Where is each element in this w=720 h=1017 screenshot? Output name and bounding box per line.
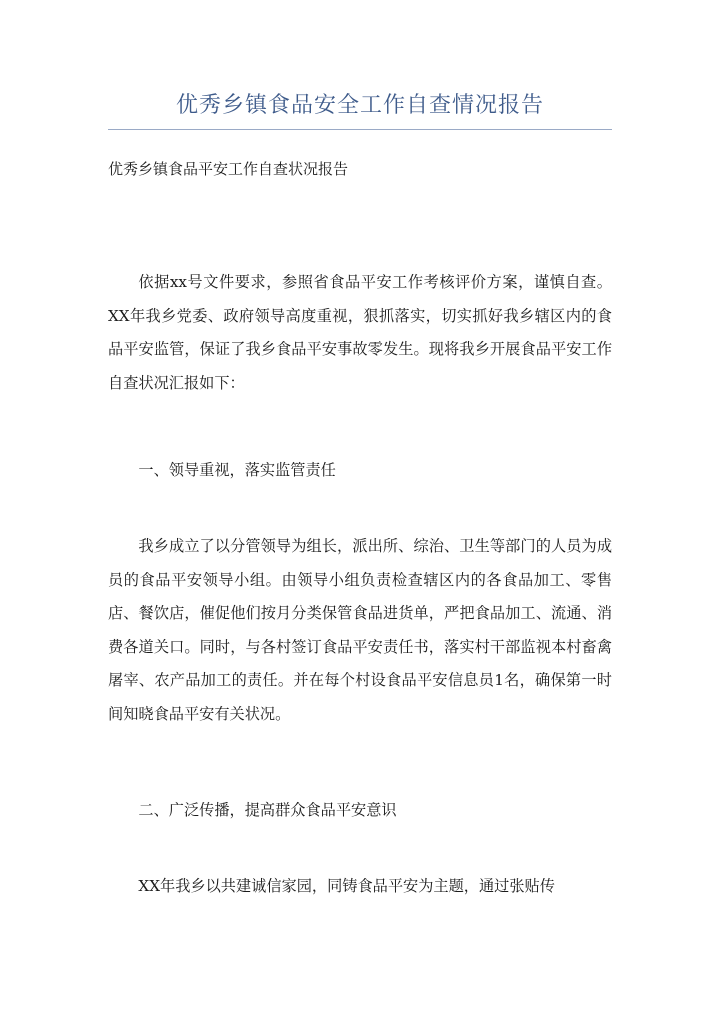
document-subtitle: 优秀乡镇食品平安工作自查状况报告 — [108, 160, 349, 178]
body-paragraph-section-1: 我乡成立了以分管领导为组长，派出所、综治、卫生等部门的人员为成员的食品平安领导小组。由领导小组负责检查辖区内的各食品加工、零售店、餐饮店，催促他们按月分类保管食品进货单，严把食品加工、流通、消费各道关口。同时，与各村签订食品平安责任书，落实村干部监视本村畜禽屠宰、农产品加工的责任。并在每个村设食品平安信息员1名，确保第一时间知晓食品平安有关状况。 — [108, 537, 612, 723]
section-heading-2: 二、广泛传播，提高群众食品平安意识 — [138, 801, 397, 819]
body-paragraph-intro: 依据xx号文件要求，参照省食品平安工作考核评价方案，谨慎自查。XX年我乡党委、政府领导高度重视，狠抓落实，切实抓好我乡辖区内的食品平安监管，保证了我乡食品平安事故零发生。现将我乡开展食品平安工作自查状况汇报如下： — [108, 273, 612, 392]
title-divider — [108, 129, 612, 130]
body-paragraph-section-2: XX年我乡以共建诚信家园，同铸食品平安为主题，通过张贴传 — [138, 877, 555, 895]
document-title: 优秀乡镇食品安全工作自查情况报告 — [175, 93, 544, 118]
section-heading-1: 一、领导重视，落实监管责任 — [138, 461, 336, 479]
